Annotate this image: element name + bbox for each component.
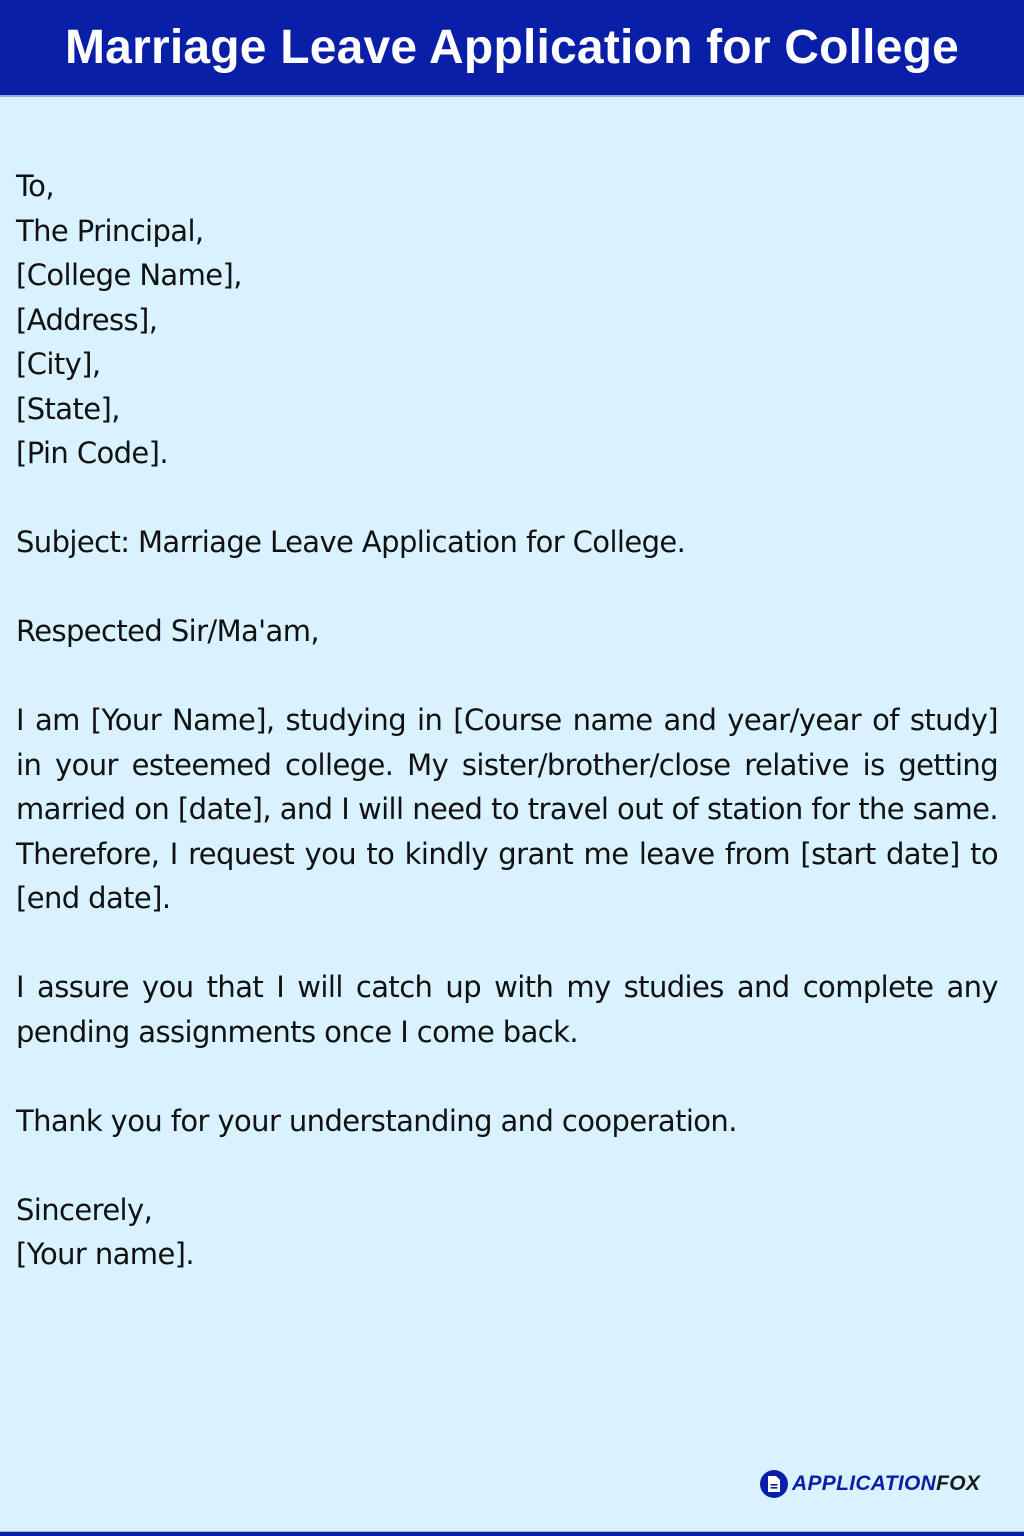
body-paragraph: Thank you for your understanding and cooperation. <box>16 1103 737 1138</box>
address-line: [College Name], <box>16 258 242 292</box>
address-line: [Address], <box>16 302 158 337</box>
address-line: [City], <box>16 347 101 381</box>
signature: [Your name]. <box>16 1237 195 1271</box>
body-paragraph: I am [Your Name], studying in [Course name and year/year of study] in your esteemed college. My sister/brother/close relative is getting married on [date], and I will need to travel out of station for the same. Therefore, I request you to kindly grant me leave from [start date] to [end date]. <box>16 703 998 915</box>
address-line: To, <box>16 169 54 203</box>
subject-line: Subject: Marriage Leave Application for College. <box>16 525 686 559</box>
closing: Sincerely, <box>16 1192 153 1227</box>
title-banner <box>0 0 1024 97</box>
page-title: Marriage Leave Application for College <box>64 21 960 74</box>
footer-bar <box>0 1531 1024 1536</box>
applicationfox-logo <box>760 1470 980 1498</box>
body-paragraph: I assure you that I will catch up with my studies and complete any pending assignments once I come back. <box>16 970 998 1049</box>
salutation: Respected Sir/Ma'am, <box>16 614 319 648</box>
address-line: [Pin Code]. <box>16 436 168 470</box>
logo-wordmark: APPLICATIONFOX <box>792 1472 981 1495</box>
address-line: The Principal, <box>16 213 204 248</box>
letter-body <box>16 164 998 1277</box>
recipient-address <box>16 164 998 476</box>
address-line: [State], <box>16 391 120 426</box>
document-icon <box>760 1470 788 1498</box>
